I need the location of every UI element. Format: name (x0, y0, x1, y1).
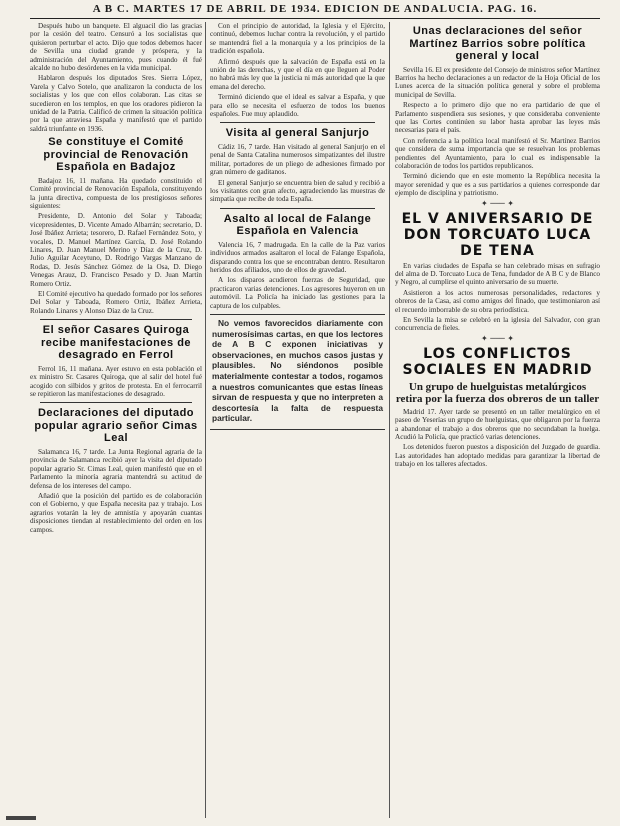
readers-notice-box (210, 314, 385, 430)
article-paragraph: Valencia 16, 7 madrugada. En la calle de la Paz varios individuos armados asaltaron el local de Falange Española, disparando contra los que se encontraban dentro. Resultaron heridos dos afiliados, uno de ellos de gravedad. (210, 240, 385, 275)
article-paragraph: Terminó diciendo que el ideal es salvar a España, y que para ello se necesita el esfuerzo de todos los buenos españoles. Fue muy aplaudido. (210, 93, 385, 119)
article-paragraph: Sevilla 16. El ex presidente del Consejo de ministros señor Martínez Barrios ha hecho declaraciones a un redactor de la Hoja Oficial de los Lunes acerca de la situación política general y sobre el problema municipal de Sevilla. (395, 65, 600, 99)
article-paragraph: Con referencia a la política local manifestó el Sr. Martínez Barrios que considera de suma importancia que se resuelvan los problemas pendientes del Ayuntamiento, para lo cual es indispensable la colaboración de todos los partidos republicanos. (395, 136, 600, 170)
headline-conflictos-sociales: LOS CONFLICTOS SOCIALES EN MADRID (402, 345, 593, 378)
article-paragraph: Madrid 17. Ayer tarde se presentó en un taller metalúrgico en el paseo de Yeserías un grupo de huelguistas, que obligaron por la fuerza a abandonar el trabajo a dos obreros que no secundaban la huelga. Acudió la Policía, que practicó varias detenciones. (395, 407, 600, 442)
article-paragraph: A los disparos acudieron fuerzas de Seguridad, que practicaron varias detenciones. Los agresores huyeron en un automóvil. La Policía ha iniciado las gestiones para la captura de los culpables. (210, 276, 385, 310)
article-paragraph: Con el principio de autoridad, la Iglesia y el Ejército, continuó, debemos luchar contra la revolución, y el partido se mantendrá fiel a la monarquía y a los principios de la tradición española. (210, 22, 385, 56)
headline-luca-de-tena: EL V ANIVERSARIO DE DON TORCUATO LUCA DE TENA (401, 210, 594, 259)
article-paragraph: Salamanca 16, 7 tarde. La Junta Regional agraria de la provincia de Salamanca recibió ayer la visita del diputado popular agrario Sr. Cimas Leal, quien manifestó que en el Parlamento la minoría agraria mantendrá su actitud de defensa de los intereses del campo. (30, 447, 202, 490)
article-paragraph: Badajoz 16, 11 mañana. Ha quedado constituido el Comité provincial de Renovación Española, constituyendo la junta directiva, compuesta de los prestigiosos señores siguientes: (30, 176, 202, 210)
article-paragraph: Después hubo un banquete. El alguacil dio las gracias por la cesión del teatro. Censuró a los socialistas que quisieron perturbar el acto. Dijo que todos debemos hacer de Sevilla una ciudad grande y próspera, y la administración del Ayuntamiento, pues cuando él fué alcalde no hubo desórdenes en la vida municipal. (30, 22, 202, 73)
headline-casares: El señor Casares Quiroga recibe manifestaciones de desagrado en Ferrol (40, 324, 192, 362)
masthead-rule (30, 18, 600, 19)
article-paragraph: Terminó diciendo que en este momento la República necesita la mayor serenidad y que es a sus partidarios a quienes corresponde dar ejemplo de disciplina y patriotismo. (395, 172, 600, 198)
article-paragraph: El Comité ejecutivo ha quedado formado por los señores Del Solar y Taboada, Romero Ortiz, Ibáñez Arrieta, Rolando Linares y Alonso Díaz de la Cruz. (30, 290, 202, 315)
headline-martinez-barrios: Unas declaraciones del señor Martínez Barrios sobre política general y local (409, 25, 586, 62)
article-paragraph: Respecto a lo primero dijo que no era partidario de que el Parlamento suspendiera sus sesiones, y que consideraba conveniente que las Cortes continúen su labor hasta aprobar las leyes más necesarias para el país. (395, 101, 600, 135)
headline-cimas-leal: Declaraciones del diputado popular agrario señor Cimas Leal (34, 407, 198, 445)
article-paragraph: Añadió que la posición del partido es de colaboración con el Gobierno, y que España necesita paz y trabajo. Los agrarios votarán la ley de amnistía y apoyarán cuantas disposiciones tiendan al restablecimiento del orden en los campos. (30, 491, 202, 534)
article-paragraph: Afirmó después que la salvación de España está en la unión de las derechas, y que el día en que lleguen al Poder no habrá más ley que la justicia ni más autoridad que la que emana del derecho. (210, 57, 385, 91)
article-paragraph: El general Sanjurjo se encuentra bien de salud y recibió a los visitantes con gran afecto, agradeciendo las muestras de simpatía que recibe de toda España. (210, 178, 385, 204)
headline-falange-valencia: Asalto al local de Falange Española en Valencia (223, 212, 372, 238)
column-divider-2 (389, 22, 390, 818)
article-paragraph: Presidente, D. Antonio del Solar y Taboada; vicepresidentes, D. Vicente Amado Albarrán; secretario, D. José Ibáñez Arrieta; tesorero, D. Rafael Fernández Soto, y vocales, D. Manuel Martínez García, D. José Rolando Linares, D. Juan Manuel Merino y Díaz de la Cruz, D. Julio Aguilar Aceytuno, D. Rodrigo Vargas Manzano de Rodas, D. Jesús Sánchez Gómez de la Osa, D. Diego Venegas Arauz, D. Francisco Pesado y D. Juan Martín Romero Ortiz. (30, 212, 202, 288)
article-paragraph: Los detenidos fueron puestos a disposición del Juzgado de guardia. Las autoridades han adoptado medidas para garantizar la libertad de trabajo en los talleres afectados. (395, 443, 600, 469)
column-3 (395, 22, 600, 818)
article-paragraph: Ferrol 16, 11 mañana. Ayer estuvo en esta población el ex ministro Sr. Casares Quiroga, que al salir del hotel fué acogido con silbidos y gritos de protesta. En el ferrocarril se repitieron las manifestaciones de desagrado. (30, 364, 202, 398)
article-paragraph: En Sevilla la misa se celebró en la iglesia del Salvador, con gran concurrencia de fieles. (395, 316, 600, 333)
masthead: A B C. MARTES 17 DE ABRIL DE 1934. EDICION DE ANDALUCIA. PAG. 16. (92, 3, 538, 15)
readers-notice-text: No vemos favorecidos diariamente con numerosísimas cartas, en que los lectores de A B C exponen iniciativas y observaciones, en muchos casos justas y plausibles. No siéndonos posible materialmente contestar a todos, rogamos a nuestros comunicantes que estas líneas sirvan de respuesta y que no interpreten a descortesía la falta de respuesta particular. (212, 318, 383, 424)
article-paragraph: Cádiz 16, 7 tarde. Han visitado al general Sanjurjo en el penal de Santa Catalina numerosos simpatizantes del ilustre militar, portadores de un pliego de adhesiones firmado por gran número de gaditanos. (210, 142, 385, 177)
article-paragraph: Asistieron a los actos numerosas personalidades, redactores y obreros de la Casa, así como amigos del finado, que testimoniaron así el recuerdo imborrable de su obra periodística. (395, 288, 600, 314)
subheadline-huelguistas: Un grupo de huelguistas metalúrgicos retira por la fuerza dos obreros de un taller (395, 380, 600, 405)
separator (220, 122, 375, 123)
article-paragraph: En varias ciudades de España se han celebrado misas en sufragio del alma de D. Torcuato Luca de Tena, fundador de A B C y de Blanco y Negro, al cumplirse el quinto aniversario de su muerte. (395, 261, 600, 287)
headline-sanjurjo: Visita al general Sanjurjo (225, 127, 370, 140)
headline-renovacion: Se constituye el Comité provincial de Renovación Española en Badajoz (43, 136, 189, 174)
ornament-divider-icon: ✦ ─── ✦ (481, 198, 514, 208)
article-paragraph: Hablaron después los diputados Sres. Sierra López, Varela y Calvo Sotelo, que analizaron la conducta de los socialistas y los que con ellos colaboran. Las citas se sucedieron en los templos, en que los oradores pidieron la unidad de la Patria. Calificó de crimen la situación política por la que atraviesa España y manifestó que el partido saldrá triunfante en 1936. (30, 74, 202, 133)
separator (220, 208, 375, 209)
column-2 (210, 22, 385, 818)
column-divider-1 (205, 22, 206, 818)
ornament-divider-icon: ✦ ─── ✦ (481, 333, 514, 343)
column-1 (30, 22, 202, 818)
page-edge-mark (6, 816, 36, 820)
separator (40, 402, 192, 403)
separator (40, 319, 192, 320)
